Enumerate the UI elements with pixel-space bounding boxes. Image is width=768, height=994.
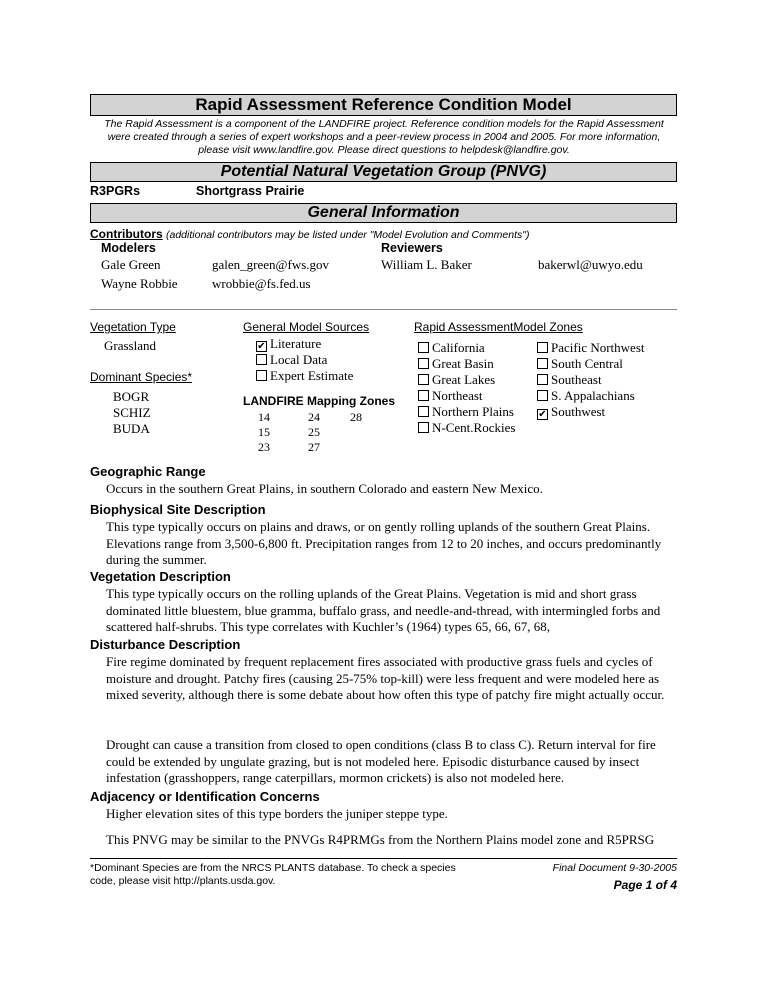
model-zones-label: Rapid AssessmentModel Zones bbox=[414, 320, 583, 334]
mapping-zones-label: LANDFIRE Mapping Zones bbox=[243, 394, 395, 408]
checkbox-icon[interactable] bbox=[537, 342, 548, 353]
checkbox-icon[interactable] bbox=[537, 374, 548, 385]
footer-divider bbox=[90, 858, 677, 859]
biophysical-body: This type typically occurs on plains and draws, or on gently rolling uplands of the southern Great Plains. Elevations range from 3,500-6,800 ft. Precipitation ranges from 12 to 20 inches, and occurs predominantly during the summer. bbox=[106, 519, 662, 567]
checkbox-icon[interactable] bbox=[537, 390, 548, 401]
dominant-species-label: Dominant Species* bbox=[90, 370, 193, 384]
modeler-name-2: Wayne Robbie bbox=[101, 276, 178, 291]
biophysical-heading: Biophysical Site Description bbox=[90, 502, 266, 517]
modelers-label: Modelers bbox=[101, 241, 156, 255]
zone-northeast[interactable]: Northeast bbox=[418, 388, 515, 404]
footer-page: Page 1 of 4 bbox=[613, 878, 677, 892]
checkbox-icon[interactable] bbox=[418, 390, 429, 401]
modeler-name-1: Gale Green bbox=[101, 257, 161, 272]
checkbox-icon[interactable] bbox=[418, 342, 429, 353]
modeler-email-2: wrobbie@fs.fed.us bbox=[212, 276, 311, 291]
dominant-species-1: BOGR bbox=[113, 389, 150, 404]
checkbox-icon[interactable] bbox=[418, 422, 429, 433]
checkbox-icon[interactable] bbox=[418, 374, 429, 385]
pnvg-section-title: Potential Natural Vegetation Group (PNVG) bbox=[90, 162, 677, 182]
contributors-label: Contributors bbox=[90, 227, 163, 241]
dominant-species-2: SCHIZ bbox=[113, 405, 151, 420]
disturbance-body-2: Drought can cause a transition from closed to open conditions (class B to class C). Return interval for fire could be extended by ungulate grazing, but is not modeled here. Episodic disturbance caused by insect infestation (grasshoppers, range caterpillars, mormon crickets) is also not modeled here. bbox=[106, 737, 656, 785]
reviewers-label: Reviewers bbox=[381, 241, 443, 255]
checkbox-checked-icon[interactable]: ✔ bbox=[538, 409, 547, 420]
checkbox-checked-icon[interactable]: ✔ bbox=[257, 341, 266, 352]
mapping-zones-table: 14 24 28 15 25 23 27 bbox=[258, 410, 362, 454]
pnvg-name: Shortgrass Prairie bbox=[196, 184, 305, 198]
source-literature[interactable]: ✔ Literature bbox=[257, 336, 322, 352]
model-sources-label: General Model Sources bbox=[243, 320, 370, 334]
zone-n-cent-rockies[interactable]: N-Cent.Rockies bbox=[418, 420, 515, 436]
vegetation-type-value: Grassland bbox=[104, 338, 156, 353]
checkbox-icon[interactable] bbox=[537, 358, 548, 369]
vegetation-heading: Vegetation Description bbox=[90, 569, 231, 584]
model-zones-right bbox=[537, 340, 645, 420]
reviewer-name-1: William L. Baker bbox=[381, 257, 472, 272]
model-sources-list bbox=[256, 336, 353, 384]
adjacency-body-2: This PNVG may be similar to the PNVGs R4PRMGs from the Northern Plains model zone and R5PRSG bbox=[106, 832, 655, 847]
zone-s-appalachians[interactable]: S. Appalachians bbox=[537, 388, 645, 404]
zone-great-basin[interactable]: Great Basin bbox=[418, 356, 515, 372]
source-local-data[interactable]: Local Data bbox=[256, 352, 353, 368]
source-expert-estimate[interactable]: Expert Estimate bbox=[256, 368, 353, 384]
divider bbox=[90, 309, 677, 310]
pnvg-code: R3PGRs bbox=[90, 184, 141, 198]
zone-northern-plains[interactable]: Northern Plains bbox=[418, 404, 515, 420]
geographic-range-heading: Geographic Range bbox=[90, 464, 206, 479]
checkbox-icon[interactable] bbox=[256, 370, 267, 381]
reviewer-email-1: bakerwl@uwyo.edu bbox=[538, 257, 643, 272]
zone-southwest[interactable]: ✔ Southwest bbox=[538, 404, 606, 420]
zone-pacific-northwest[interactable]: Pacific Northwest bbox=[537, 340, 645, 356]
contributors-line bbox=[90, 227, 529, 241]
geographic-range-body: Occurs in the southern Great Plains, in southern Colorado and eastern New Mexico. bbox=[106, 481, 543, 496]
page-title: Rapid Assessment Reference Condition Model bbox=[90, 94, 677, 116]
adjacency-body-1: Higher elevation sites of this type borders the juniper steppe type. bbox=[106, 806, 448, 821]
intro-text: The Rapid Assessment is a component of the LANDFIRE project. Reference condition models for the Rapid Assessment were created through a series of expert workshops and a peer-review process in 2004 and 2005. For more information, please visit www.landfire.gov. Please direct questions to helpdesk@landfire.gov. bbox=[104, 118, 664, 156]
footer-note: *Dominant Species are from the NRCS PLANTS database. To check a species code, please visit http://plants.usda.gov. bbox=[90, 862, 456, 887]
modeler-email-1: galen_green@fws.gov bbox=[212, 257, 330, 272]
contributors-note: (additional contributors may be listed under "Model Evolution and Comments") bbox=[166, 229, 530, 241]
vegetation-type-label: Vegetation Type bbox=[90, 320, 176, 334]
zone-california[interactable]: California bbox=[418, 340, 515, 356]
zone-south-central[interactable]: South Central bbox=[537, 356, 645, 372]
checkbox-icon[interactable] bbox=[418, 406, 429, 417]
zone-great-lakes[interactable]: Great Lakes bbox=[418, 372, 515, 388]
vegetation-body: This type typically occurs on the rolling uplands of the Great Plains. Vegetation is mid and short grass dominated little bluestem, blue gramma, buffalo grass, and needle-and-thread, with intermingled forbs and scattered half-shrubs. This type correlates with Kuchler’s (1964) types 65, 66, 67, 68, bbox=[106, 586, 661, 634]
general-info-title: General Information bbox=[90, 203, 677, 223]
checkbox-icon[interactable] bbox=[418, 358, 429, 369]
adjacency-heading: Adjacency or Identification Concerns bbox=[90, 789, 320, 804]
zone-southeast[interactable]: Southeast bbox=[537, 372, 645, 388]
disturbance-body-1: Fire regime dominated by frequent replacement fires associated with productive grass fuels and cycles of moisture and drought. Patchy fires (causing 25-75% top-kill) were less frequent and were modeled here as mixed severity, although there is some debate about how often this type of patchy fire might actually occur. bbox=[106, 654, 665, 702]
checkbox-icon[interactable] bbox=[256, 354, 267, 365]
footer-document: Final Document 9-30-2005 bbox=[552, 862, 677, 874]
disturbance-heading: Disturbance Description bbox=[90, 637, 241, 652]
model-zones-left bbox=[418, 340, 515, 436]
dominant-species-3: BUDA bbox=[113, 421, 150, 436]
